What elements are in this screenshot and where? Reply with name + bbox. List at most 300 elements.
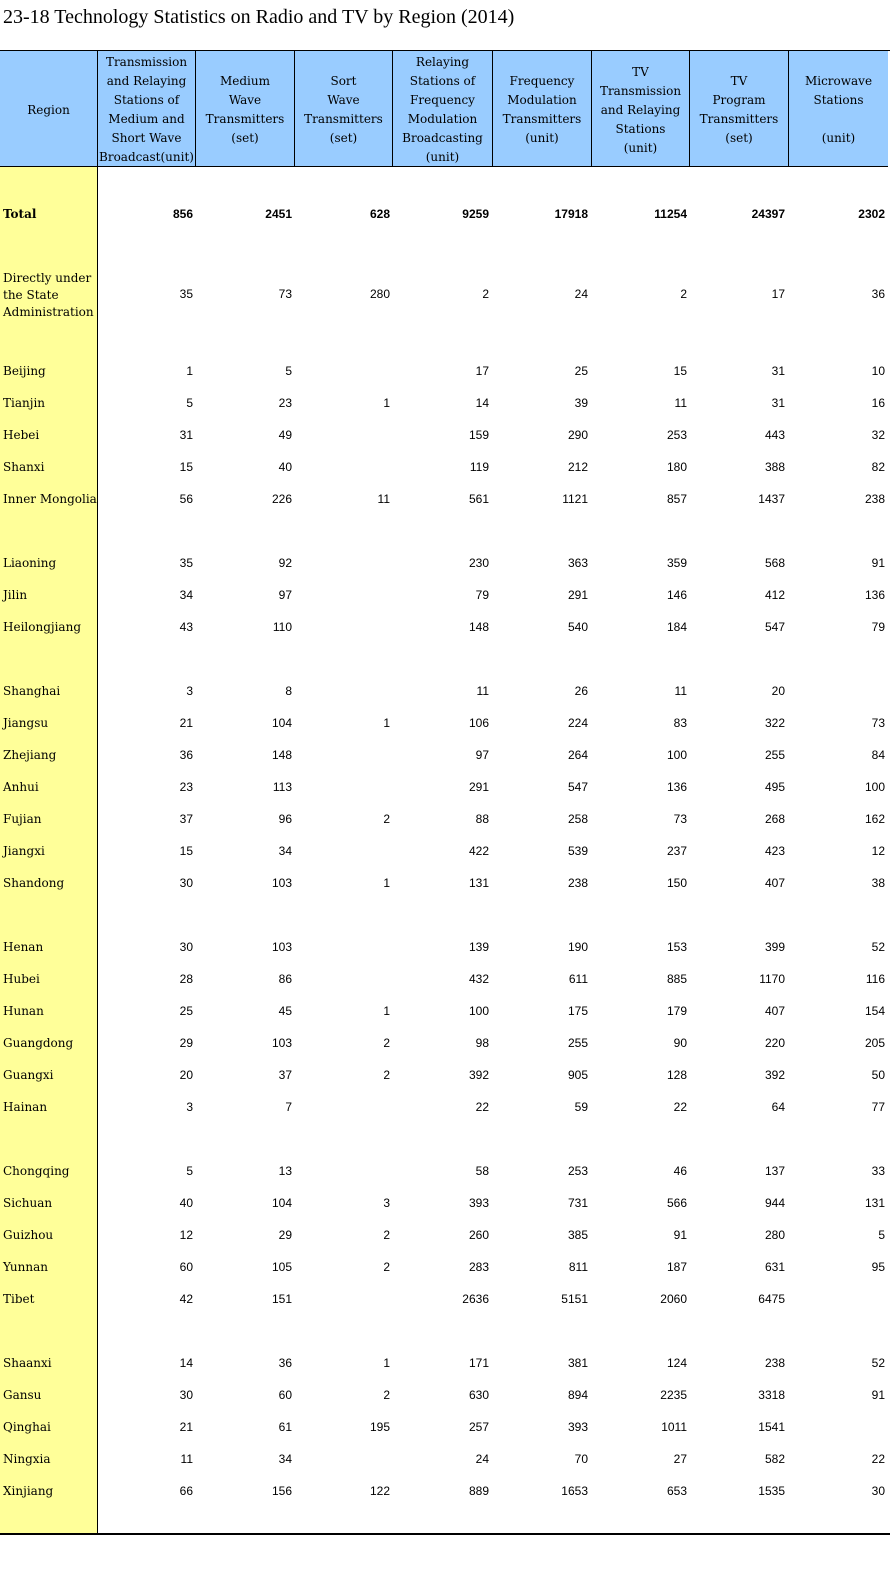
cell-value: 1 <box>383 876 390 890</box>
cell-value: 25 <box>179 1004 193 1018</box>
cell-value: 24397 <box>751 207 785 221</box>
cell-value: 30 <box>179 876 193 890</box>
cell-value: 283 <box>468 1260 489 1274</box>
cell-value: 32 <box>871 428 885 442</box>
cell-value: 889 <box>468 1484 489 1498</box>
table-row <box>0 809 890 829</box>
cell-value: 5 <box>186 396 193 410</box>
cell-value: 894 <box>567 1388 588 1402</box>
cell-value: 116 <box>865 972 885 986</box>
cell-value: 220 <box>764 1036 785 1050</box>
region-name: Shanghai <box>3 684 61 698</box>
cell-value: 11 <box>674 396 687 410</box>
cell-value: 385 <box>567 1228 588 1242</box>
cell-value: 148 <box>468 620 489 634</box>
cell-value: 226 <box>271 492 292 506</box>
region-name: Tibet <box>3 1292 35 1306</box>
cell-value: 42 <box>179 1292 193 1306</box>
table-row <box>0 777 890 797</box>
cell-value: 45 <box>278 1004 292 1018</box>
header-label: TV Transmission and Relaying Stations (unit) <box>599 64 682 155</box>
cell-value: 363 <box>567 556 588 570</box>
header-tv-stations <box>592 51 690 166</box>
cell-value: 20 <box>771 684 785 698</box>
cell-value: 15 <box>179 460 193 474</box>
table-row <box>0 873 890 893</box>
cell-value: 103 <box>271 940 292 954</box>
cell-value: 3 <box>186 1100 193 1114</box>
cell-value: 30 <box>871 1484 885 1498</box>
region-name: Zhejiang <box>3 748 57 762</box>
cell-value: 131 <box>468 876 489 890</box>
cell-value: 73 <box>871 716 885 730</box>
cell-value: 95 <box>871 1260 885 1274</box>
cell-value: 29 <box>179 1036 193 1050</box>
cell-value: 561 <box>468 492 489 506</box>
region-name: Sichuan <box>3 1196 53 1210</box>
header-region <box>0 51 98 166</box>
region-name: Liaoning <box>3 556 57 570</box>
cell-value: 153 <box>666 940 687 954</box>
region-name: Ningxia <box>3 1452 51 1466</box>
cell-value: 407 <box>764 876 785 890</box>
table-row <box>0 937 890 957</box>
cell-value: 539 <box>567 844 588 858</box>
table-row <box>0 1385 890 1405</box>
cell-value: 60 <box>179 1260 193 1274</box>
table-row <box>0 270 890 330</box>
cell-value: 2 <box>383 1228 390 1242</box>
table-row <box>0 713 890 733</box>
cell-value: 230 <box>468 556 489 570</box>
cell-value: 2 <box>383 1260 390 1274</box>
region-name: Shanxi <box>3 460 45 474</box>
header-medium-wave <box>196 51 295 166</box>
cell-value: 20 <box>179 1068 193 1082</box>
region-name: Guangdong <box>3 1036 74 1050</box>
cell-value: 8 <box>285 684 292 698</box>
cell-value: 90 <box>673 1036 687 1050</box>
cell-value: 10 <box>871 364 885 378</box>
cell-value: 12 <box>871 844 885 858</box>
cell-value: 1 <box>383 396 390 410</box>
region-name: Fujian <box>3 812 42 826</box>
cell-value: 856 <box>172 207 193 221</box>
cell-value: 423 <box>764 844 785 858</box>
cell-value: 148 <box>271 748 292 762</box>
region-name: Xinjiang <box>3 1484 54 1498</box>
cell-value: 136 <box>864 588 885 602</box>
cell-value: 291 <box>567 588 588 602</box>
cell-value: 119 <box>469 460 489 474</box>
cell-value: 17 <box>771 287 785 301</box>
region-name: Hubei <box>3 972 40 986</box>
cell-value: 2 <box>383 1068 390 1082</box>
cell-value: 412 <box>764 588 785 602</box>
cell-value: 12 <box>179 1228 193 1242</box>
cell-value: 205 <box>864 1036 885 1050</box>
cell-value: 17 <box>475 364 489 378</box>
table-title: 23-18 Technology Statistics on Radio and TV by Region (2014) <box>3 6 515 28</box>
header-fm-stations <box>393 51 493 166</box>
cell-value: 24 <box>574 287 588 301</box>
cell-value: 113 <box>272 780 292 794</box>
table-row <box>0 204 890 224</box>
cell-value: 34 <box>179 588 193 602</box>
cell-value: 179 <box>666 1004 687 1018</box>
cell-value: 35 <box>179 287 193 301</box>
cell-value: 34 <box>278 844 292 858</box>
region-name: Shandong <box>3 876 65 890</box>
cell-value: 1653 <box>561 1484 588 1498</box>
table-row <box>0 1257 890 1277</box>
cell-value: 653 <box>666 1484 687 1498</box>
cell-value: 16 <box>871 396 885 410</box>
header-mw-sw-stations <box>98 51 196 166</box>
header-fm-transmitters <box>493 51 592 166</box>
cell-value: 97 <box>278 588 292 602</box>
cell-value: 268 <box>764 812 785 826</box>
cell-value: 359 <box>666 556 687 570</box>
header-label: TV Program Transmitters (set) <box>699 74 779 145</box>
cell-value: 495 <box>764 780 785 794</box>
cell-value: 255 <box>764 748 785 762</box>
cell-value: 180 <box>666 460 687 474</box>
cell-value: 59 <box>574 1100 588 1114</box>
cell-value: 1 <box>383 1004 390 1018</box>
cell-value: 39 <box>574 396 588 410</box>
cell-value: 33 <box>871 1164 885 1178</box>
cell-value: 2060 <box>660 1292 687 1306</box>
cell-value: 611 <box>568 972 588 986</box>
cell-value: 857 <box>666 492 687 506</box>
cell-value: 11 <box>476 684 489 698</box>
cell-value: 70 <box>574 1452 588 1466</box>
cell-value: 91 <box>871 1388 885 1402</box>
cell-value: 322 <box>764 716 785 730</box>
cell-value: 21 <box>179 1420 193 1434</box>
header-label: Microwave Stations (unit) <box>804 74 873 145</box>
cell-value: 5 <box>186 1164 193 1178</box>
cell-value: 187 <box>666 1260 687 1274</box>
cell-value: 2636 <box>462 1292 489 1306</box>
table-row <box>0 1353 890 1373</box>
cell-value: 25 <box>574 364 588 378</box>
cell-value: 37 <box>179 812 193 826</box>
cell-value: 106 <box>468 716 489 730</box>
cell-value: 98 <box>475 1036 489 1050</box>
cell-value: 731 <box>567 1196 588 1210</box>
cell-value: 28 <box>179 972 193 986</box>
cell-value: 1 <box>186 364 193 378</box>
cell-value: 11254 <box>654 207 687 221</box>
cell-value: 154 <box>864 1004 885 1018</box>
cell-value: 34 <box>278 1452 292 1466</box>
table-row <box>0 1289 890 1309</box>
cell-value: 407 <box>764 1004 785 1018</box>
table-row <box>0 393 890 413</box>
cell-value: 24 <box>475 1452 489 1466</box>
cell-value: 11 <box>180 1452 193 1466</box>
cell-value: 422 <box>468 844 489 858</box>
cell-value: 73 <box>673 812 687 826</box>
cell-value: 61 <box>278 1420 292 1434</box>
cell-value: 3 <box>186 684 193 698</box>
cell-value: 46 <box>673 1164 687 1178</box>
region-name: Heilongjiang <box>3 620 81 634</box>
cell-value: 280 <box>764 1228 785 1242</box>
cell-value: 31 <box>179 428 193 442</box>
cell-value: 104 <box>271 1196 292 1210</box>
cell-value: 1170 <box>759 972 785 986</box>
cell-value: 6475 <box>758 1292 785 1306</box>
cell-value: 11 <box>674 684 687 698</box>
cell-value: 30 <box>179 1388 193 1402</box>
cell-value: 84 <box>871 748 885 762</box>
cell-value: 264 <box>567 748 588 762</box>
cell-value: 5151 <box>561 1292 588 1306</box>
region-name: Inner Mongolia <box>3 492 97 506</box>
bottom-rule <box>0 1533 890 1535</box>
cell-value: 1011 <box>661 1420 687 1434</box>
cell-value: 280 <box>369 287 390 301</box>
cell-value: 83 <box>673 716 687 730</box>
cell-value: 103 <box>271 876 292 890</box>
cell-value: 88 <box>475 812 489 826</box>
cell-value: 399 <box>764 940 785 954</box>
cell-value: 195 <box>369 1420 390 1434</box>
cell-value: 150 <box>666 876 687 890</box>
cell-value: 139 <box>468 940 489 954</box>
cell-value: 131 <box>864 1196 885 1210</box>
cell-value: 9259 <box>462 207 489 221</box>
region-name: Anhui <box>3 780 39 794</box>
table-row <box>0 1161 890 1181</box>
table-row <box>0 969 890 989</box>
cell-value: 171 <box>468 1356 489 1370</box>
cell-value: 79 <box>871 620 885 634</box>
cell-value: 1 <box>383 716 390 730</box>
table-row <box>0 1481 890 1501</box>
cell-value: 60 <box>278 1388 292 1402</box>
cell-value: 11 <box>377 492 390 506</box>
cell-value: 56 <box>179 492 193 506</box>
region-name: Chongqing <box>3 1164 70 1178</box>
cell-value: 2 <box>383 812 390 826</box>
region-name: Beijing <box>3 364 46 378</box>
cell-value: 1437 <box>758 492 785 506</box>
cell-value: 137 <box>764 1164 785 1178</box>
cell-value: 14 <box>179 1356 193 1370</box>
cell-value: 811 <box>568 1260 588 1274</box>
cell-value: 13 <box>278 1164 292 1178</box>
cell-value: 2 <box>383 1388 390 1402</box>
cell-value: 582 <box>764 1452 785 1466</box>
table-row <box>0 1225 890 1245</box>
cell-value: 944 <box>764 1196 785 1210</box>
cell-value: 2 <box>482 287 489 301</box>
cell-value: 103 <box>271 1036 292 1050</box>
region-name: Directly under the State Administration <box>3 271 94 319</box>
cell-value: 190 <box>567 940 588 954</box>
table-row <box>0 841 890 861</box>
cell-value: 23 <box>278 396 292 410</box>
region-name: Total <box>3 207 37 221</box>
table-row <box>0 425 890 445</box>
cell-value: 15 <box>673 364 687 378</box>
table-row <box>0 361 890 381</box>
cell-value: 91 <box>871 556 885 570</box>
cell-value: 238 <box>864 492 885 506</box>
cell-value: 36 <box>278 1356 292 1370</box>
table-row <box>0 1193 890 1213</box>
region-name: Jiangxi <box>3 844 45 858</box>
cell-value: 26 <box>574 684 588 698</box>
header-microwave <box>789 51 888 166</box>
table-header <box>0 51 888 167</box>
table-row <box>0 553 890 573</box>
cell-value: 30 <box>179 940 193 954</box>
cell-value: 22 <box>673 1100 687 1114</box>
cell-value: 58 <box>475 1164 489 1178</box>
cell-value: 49 <box>278 428 292 442</box>
region-name: Hebei <box>3 428 40 442</box>
cell-value: 64 <box>771 1100 785 1114</box>
cell-value: 52 <box>871 940 885 954</box>
cell-value: 258 <box>567 812 588 826</box>
region-name: Hunan <box>3 1004 44 1018</box>
cell-value: 7 <box>285 1100 292 1114</box>
cell-value: 237 <box>666 844 687 858</box>
cell-value: 22 <box>475 1100 489 1114</box>
cell-value: 50 <box>871 1068 885 1082</box>
cell-value: 96 <box>278 812 292 826</box>
region-name: Jiangsu <box>3 716 49 730</box>
region-name: Hainan <box>3 1100 48 1114</box>
table-row <box>0 1065 890 1085</box>
cell-value: 73 <box>278 287 292 301</box>
header-label: Sort Wave Transmitters (set) <box>304 74 383 145</box>
cell-value: 260 <box>468 1228 489 1242</box>
cell-value: 392 <box>468 1068 489 1082</box>
cell-value: 3 <box>383 1196 390 1210</box>
cell-value: 630 <box>468 1388 489 1402</box>
cell-value: 82 <box>871 460 885 474</box>
cell-value: 35 <box>179 556 193 570</box>
table-row <box>0 1449 890 1469</box>
cell-value: 175 <box>567 1004 588 1018</box>
cell-value: 224 <box>567 716 588 730</box>
cell-value: 66 <box>179 1484 193 1498</box>
cell-value: 37 <box>278 1068 292 1082</box>
table-row <box>0 457 890 477</box>
region-name: Shaanxi <box>3 1356 52 1370</box>
cell-value: 905 <box>567 1068 588 1082</box>
cell-value: 253 <box>666 428 687 442</box>
cell-value: 238 <box>764 1356 785 1370</box>
cell-value: 631 <box>764 1260 785 1274</box>
cell-value: 1535 <box>758 1484 785 1498</box>
header-short-wave <box>295 51 393 166</box>
cell-value: 14 <box>475 396 489 410</box>
cell-value: 885 <box>666 972 687 986</box>
cell-value: 2302 <box>858 207 885 221</box>
table-row <box>0 489 890 509</box>
header-tv-transmitters <box>690 51 789 166</box>
table-row <box>0 1001 890 1021</box>
cell-value: 100 <box>666 748 687 762</box>
cell-value: 77 <box>871 1100 885 1114</box>
cell-value: 1541 <box>758 1420 785 1434</box>
region-name: Qinghai <box>3 1420 51 1434</box>
header-label: Frequency Modulation Transmitters (unit) <box>502 74 582 145</box>
cell-value: 122 <box>369 1484 390 1498</box>
cell-value: 547 <box>567 780 588 794</box>
cell-value: 15 <box>179 844 193 858</box>
cell-value: 21 <box>179 716 193 730</box>
table-row <box>0 1097 890 1117</box>
table-row <box>0 681 890 701</box>
cell-value: 3318 <box>758 1388 785 1402</box>
table-row <box>0 1417 890 1437</box>
cell-value: 100 <box>468 1004 489 1018</box>
region-name: Guangxi <box>3 1068 54 1082</box>
cell-value: 97 <box>475 748 489 762</box>
cell-value: 136 <box>666 780 687 794</box>
cell-value: 1 <box>383 1356 390 1370</box>
cell-value: 162 <box>864 812 885 826</box>
cell-value: 40 <box>278 460 292 474</box>
header-label: Medium Wave Transmitters (set) <box>205 74 285 145</box>
cell-value: 566 <box>666 1196 687 1210</box>
region-name: Tianjin <box>3 396 46 410</box>
cell-value: 110 <box>272 620 292 634</box>
cell-value: 238 <box>567 876 588 890</box>
cell-value: 547 <box>764 620 785 634</box>
cell-value: 17918 <box>554 207 588 221</box>
cell-value: 568 <box>764 556 785 570</box>
table-row <box>0 585 890 605</box>
cell-value: 2235 <box>660 1388 687 1402</box>
cell-value: 290 <box>567 428 588 442</box>
cell-value: 159 <box>468 428 489 442</box>
cell-value: 105 <box>271 1260 292 1274</box>
cell-value: 128 <box>666 1068 687 1082</box>
cell-value: 43 <box>179 620 193 634</box>
cell-value: 253 <box>567 1164 588 1178</box>
cell-value: 257 <box>468 1420 489 1434</box>
region-name: Gansu <box>3 1388 42 1402</box>
cell-value: 212 <box>567 460 588 474</box>
cell-value: 156 <box>271 1484 292 1498</box>
cell-value: 86 <box>278 972 292 986</box>
cell-value: 381 <box>567 1356 588 1370</box>
cell-value: 255 <box>567 1036 588 1050</box>
cell-value: 31 <box>771 396 785 410</box>
table-row <box>0 617 890 637</box>
cell-value: 5 <box>878 1228 885 1242</box>
header-label: Transmission and Relaying Stations of Medium and Short Wave Broadcast(unit) <box>99 55 194 164</box>
region-name: Henan <box>3 940 44 954</box>
cell-value: 52 <box>871 1356 885 1370</box>
cell-value: 5 <box>285 364 292 378</box>
cell-value: 91 <box>673 1228 687 1242</box>
cell-value: 151 <box>271 1292 292 1306</box>
cell-value: 79 <box>475 588 489 602</box>
cell-value: 38 <box>871 876 885 890</box>
cell-value: 40 <box>179 1196 193 1210</box>
cell-value: 2 <box>383 1036 390 1050</box>
